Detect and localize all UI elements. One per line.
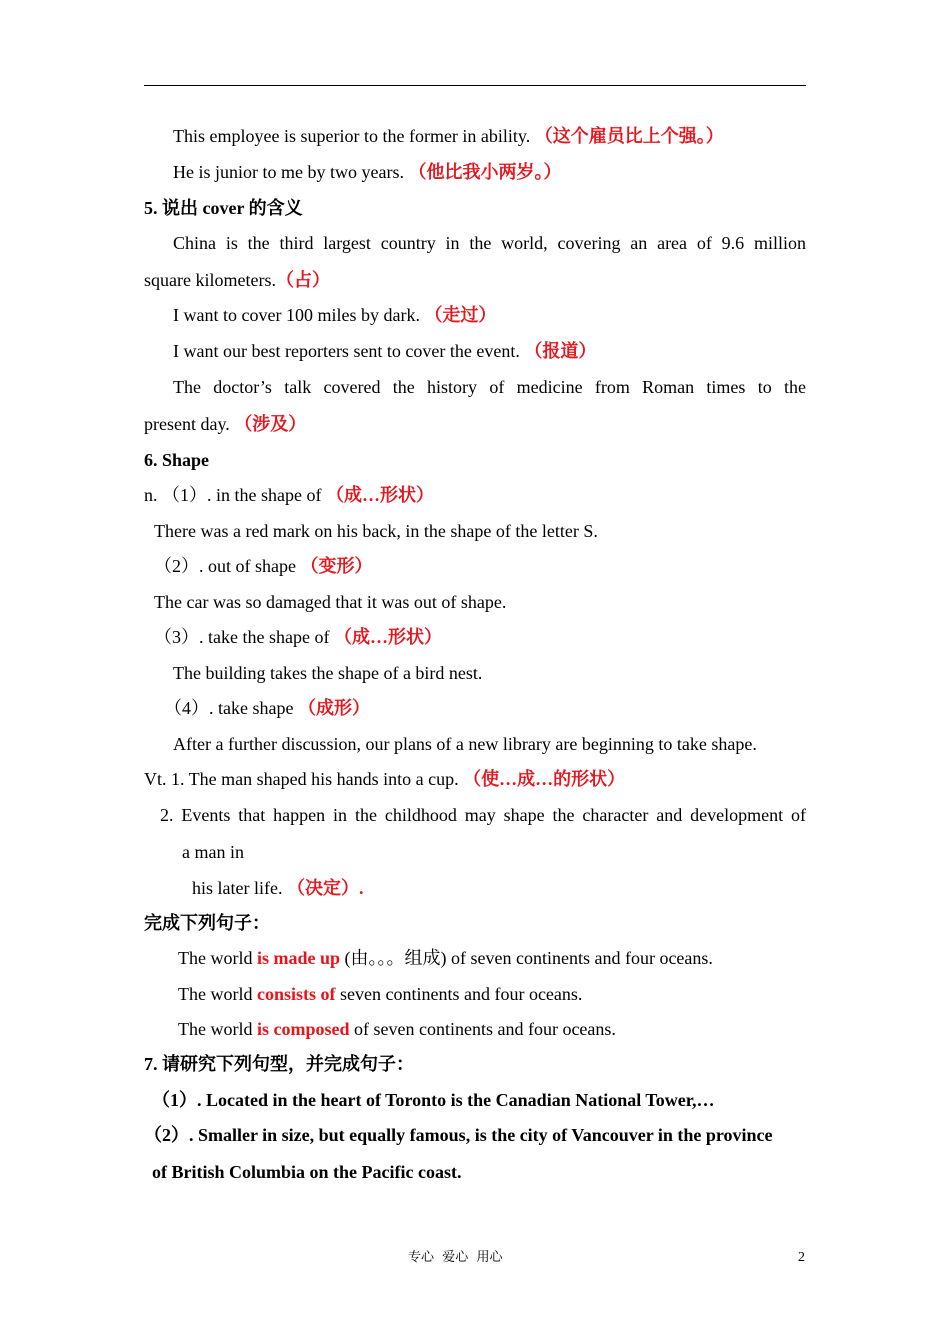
example-sentence: The building takes the shape of a bird nest. [173, 663, 483, 683]
pattern-sentence: of British Columbia on the Pacific coast. [152, 1162, 462, 1182]
exercise-sentence [178, 1017, 616, 1041]
page-number: 2 [798, 1250, 805, 1265]
example-text: I want to cover 100 miles by dark. [173, 305, 420, 325]
translation: （这个雇员比上个强。） [534, 126, 724, 146]
section-heading: 7. 请研究下列句型，并完成句子： [144, 1054, 414, 1074]
definition-item [144, 483, 434, 507]
example-sentence [173, 124, 724, 148]
translation: （变形） [300, 556, 373, 576]
translation: （他比我小两岁。） [408, 162, 562, 182]
definition-item [154, 554, 372, 578]
translation: （决定）. [286, 878, 364, 898]
answer-text: is composed [256, 1019, 350, 1039]
example-sentence: The doctor’s talk covered the history of medicine from Roman times to the [173, 377, 806, 397]
example-sentence: a man in [182, 842, 244, 862]
sentence-end: of seven continents and four oceans. [354, 1019, 616, 1039]
exercise-sentence [178, 982, 582, 1006]
example-sentence [144, 268, 330, 292]
section-heading: 完成下列句子： [144, 913, 270, 933]
definition-item [164, 696, 370, 720]
example-text: square kilometers. [144, 270, 276, 290]
translation: （占） [275, 270, 330, 290]
definition-label: （4）. take shape [164, 698, 294, 718]
pattern-sentence: （1）. Located in the heart of Toronto is the Canadian National Tower,… [152, 1090, 715, 1110]
header-rule [144, 85, 806, 86]
example-text: present day. [144, 414, 230, 434]
sentence-end: (由。。。组成) of seven continents and four oceans. [344, 948, 713, 968]
section-heading: 5. 说出 cover 的含义 [144, 198, 303, 218]
translation: （使…成…的形状） [463, 769, 626, 789]
translation: （走过） [424, 305, 497, 325]
example-sentence [144, 412, 306, 436]
definition-label: （3）. take the shape of [154, 627, 330, 647]
translation: （成…形状） [325, 485, 434, 505]
definition-label: n. （1）. in the shape of [144, 485, 322, 505]
example-sentence [173, 160, 561, 184]
sentence-start: The world [178, 948, 253, 968]
answer-text: is made up [256, 948, 341, 968]
example-sentence [192, 876, 363, 900]
example-sentence: There was a red mark on his back, in the shape of the letter S. [154, 521, 598, 541]
footer-text: 专心 爱心 用心 [408, 1250, 503, 1265]
definition-item [154, 625, 442, 649]
sentence-end: seven continents and four oceans. [340, 984, 583, 1004]
exercise-sentence [178, 946, 713, 970]
definition-item [144, 767, 625, 791]
example-sentence: After a further discussion, our plans of a new library are beginning to take shape. [173, 734, 757, 754]
example-sentence: China is the third largest country in the world, covering an area of 9.6 million [173, 233, 806, 253]
translation: （涉及） [234, 414, 307, 434]
sentence-start: The world [178, 984, 253, 1004]
example-text: his later life. [192, 878, 283, 898]
example-sentence [173, 303, 496, 327]
definition-label: （2）. out of shape [154, 556, 296, 576]
example-sentence: 2. Events that happen in the childhood may shape the character and development of [160, 805, 806, 825]
pattern-sentence: （2）. Smaller in size, but equally famous, is the city of Vancouver in the province [144, 1125, 773, 1145]
translation: （成形） [297, 698, 370, 718]
example-text: This employee is superior to the former in ability. [173, 126, 531, 146]
translation: （成…形状） [333, 627, 442, 647]
example-sentence: The car was so damaged that it was out of shape. [154, 592, 507, 612]
sentence-start: The world [178, 1019, 253, 1039]
section-heading: 6. Shape [144, 450, 210, 470]
example-sentence [173, 339, 596, 363]
answer-text: consists of [256, 984, 336, 1004]
example-text: He is junior to me by two years. [173, 162, 404, 182]
translation: （报道） [524, 341, 597, 361]
example-text: I want our best reporters sent to cover the event. [173, 341, 520, 361]
definition-label: Vt. 1. The man shaped his hands into a cup. [144, 769, 459, 789]
